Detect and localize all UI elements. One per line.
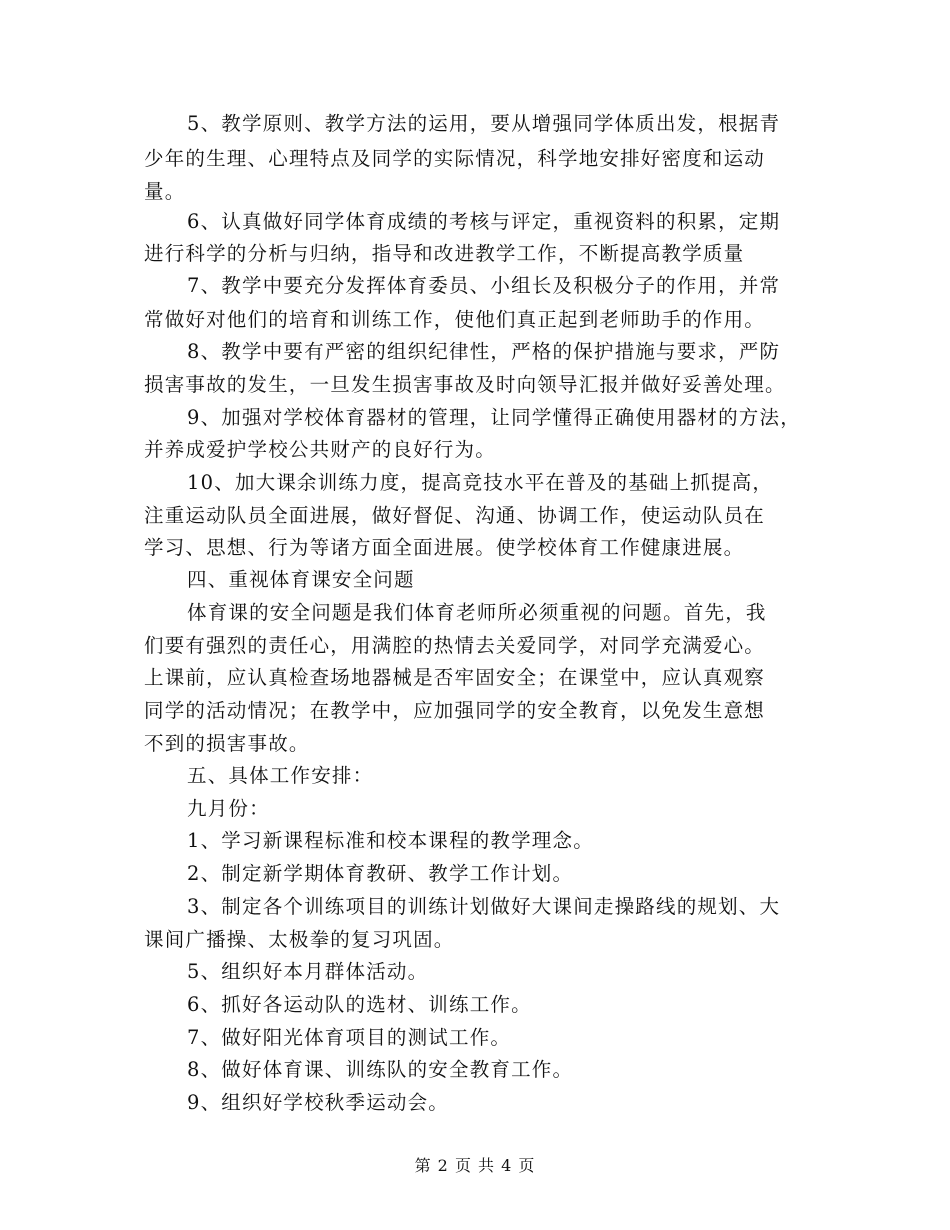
list-item: 2、制定新学期体育教研、教学工作计划。 xyxy=(187,862,574,885)
list-item: 8、做好体育课、训练队的安全教育工作。 xyxy=(187,1058,574,1081)
paragraph-line: 体育课的安全问题是我们体育老师所必须重视的问题。首先，我 xyxy=(187,601,767,624)
paragraph-line: 进行科学的分析与归纳，指导和改进教学工作，不断提高教学质量 xyxy=(144,242,745,265)
paragraph-line: 学习、思想、行为等诸方面全面进展。使学校体育工作健康进展。 xyxy=(144,536,745,559)
section-heading: 四、重视体育课安全问题 xyxy=(187,568,415,591)
paragraph-line: 损害事故的发生，一旦发生损害事故及时向领导汇报并做好妥善处理。 xyxy=(144,373,786,396)
paragraph-line: 10、加大课余训练力度，提高竞技水平在普及的基础上抓提高， xyxy=(187,471,774,494)
paragraph-line: 并养成爱护学校公共财产的良好行为。 xyxy=(144,438,496,461)
paragraph-line: 不到的损害事故。 xyxy=(144,732,310,755)
month-heading: 九月份： xyxy=(187,797,270,820)
paragraph-line: 5、教学原则、教学方法的运用，要从增强同学体质出发，根据青 xyxy=(187,112,781,135)
list-item: 9、组织好学校秋季运动会。 xyxy=(187,1091,450,1114)
paragraph-line: 9、加强对学校体育器材的管理，让同学懂得正确使用器材的方法， xyxy=(187,406,801,429)
paragraph-line: 7、教学中要充分发挥体育委员、小组长及积极分子的作用，并常 xyxy=(187,274,781,297)
list-item: 6、抓好各运动队的选材、训练工作。 xyxy=(187,993,532,1016)
paragraph-line: 8、教学中要有严密的组织纪律性，严格的保护措施与要求，严防 xyxy=(187,340,781,363)
section-heading: 五、具体工作安排： xyxy=(187,764,374,787)
paragraph-line: 量。 xyxy=(144,180,186,203)
paragraph-line: 同学的活动情况；在教学中，应加强同学的安全教育，以免发生意想 xyxy=(144,699,766,722)
paragraph-line: 上课前，应认真检查场地器械是否牢固安全；在课堂中，应认真观察 xyxy=(144,666,766,689)
paragraph-line: 们要有强烈的责任心，用满腔的热情去关爱同学，对同学充满爱心。 xyxy=(144,634,766,657)
paragraph-line: 少年的生理、心理特点及同学的实际情况，科学地安排好密度和运动 xyxy=(144,147,766,170)
paragraph-line: 6、认真做好同学体育成绩的考核与评定，重视资料的积累，定期 xyxy=(187,210,781,233)
list-item: 1、学习新课程标准和校本课程的教学理念。 xyxy=(187,829,594,852)
list-item: 7、做好阳光体育项目的测试工作。 xyxy=(187,1026,512,1049)
list-item-continuation: 课间广播操、太极拳的复习巩固。 xyxy=(144,928,455,951)
list-item: 3、制定各个训练项目的训练计划做好大课间走操路线的规划、大 xyxy=(187,895,781,918)
page-footer: 第 2 页 共 4 页 xyxy=(414,1156,536,1175)
paragraph-line: 注重运动队员全面进展，做好督促、沟通、协调工作，使运动队员在 xyxy=(144,504,766,527)
list-item: 5、组织好本月群体活动。 xyxy=(187,960,429,983)
paragraph-line: 常做好对他们的培育和训练工作，使他们真正起到老师助手的作用。 xyxy=(144,308,766,331)
